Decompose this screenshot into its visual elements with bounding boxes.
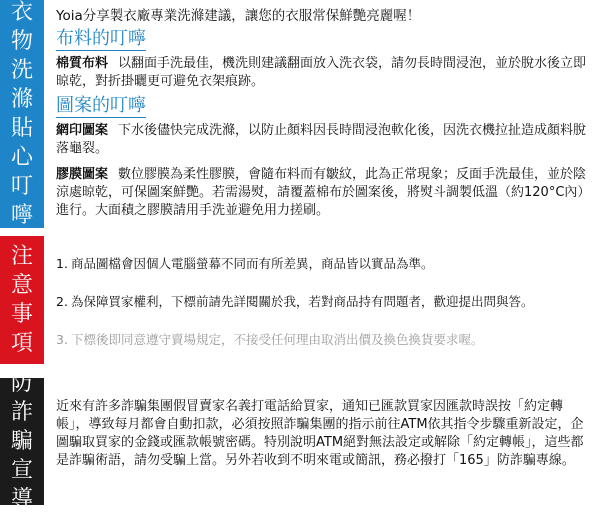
pattern-heading: 圖案的叮嚀 xyxy=(56,95,146,116)
care-intro: Yoia分享製衣廠專業洗滌建議，讓您的衣服常保鮮艷亮麗喔！ xyxy=(56,8,421,24)
sidebar-char: 事 xyxy=(10,302,33,327)
fabric-text: 以翻面手洗最佳，機洗則建議翻面放入洗衣袋，請勿長時間浸泡，並於脫水後立即晾乾，對折掛曬更可避免衣架痕跡。 xyxy=(56,56,587,89)
care-tips-sidebar xyxy=(0,0,44,228)
notice-item-text: 為保障買家權利，下標前請先詳閱關於我，若對商品持有問題者，歡迎提出問與答。 xyxy=(70,294,534,309)
sidebar-char: 詐 xyxy=(10,400,33,425)
notice-item-number: 3. xyxy=(56,332,68,347)
sidebar-char: 防 xyxy=(10,371,33,396)
fraud-prevention-sidebar xyxy=(0,371,44,512)
notice-item-number: 2. xyxy=(56,294,68,309)
notice-sidebar xyxy=(0,236,44,364)
notice-item xyxy=(56,256,594,272)
sidebar-char: 意 xyxy=(10,273,33,298)
sidebar-char: 衣 xyxy=(10,0,33,25)
sidebar-char: 心 xyxy=(10,145,33,170)
print-term: 網印圖案 xyxy=(56,123,109,138)
fraud-text: 近來有許多詐騙集團假冒賣家名義打電話給買家，通知已匯款買家因匯款時誤按「約定轉帳」，導致每月都會自動扣款，必須按照詐騙集團的指示前往ATM依其指令步驟重新設定，企圖騙取買家的金錢或匯款帳號密碼。特別說明ATM絕對無法設定或解除「約定轉帳」，這些都是詐騙術語，請勿受騙上當。另外若收到不明來電或簡訊，務必撥打「165」防詐騙專線。 xyxy=(56,399,584,468)
sidebar-char: 騙 xyxy=(10,429,33,454)
sidebar-char: 貼 xyxy=(10,116,33,141)
notice-item-number: 1. xyxy=(56,256,68,271)
print-paragraph xyxy=(56,122,594,158)
sidebar-char: 注 xyxy=(10,244,33,269)
notice-section xyxy=(56,256,594,370)
fraud-prevention-section xyxy=(56,398,594,470)
sidebar-char: 滌 xyxy=(10,87,33,112)
notice-item-text: 下標後即同意遵守賣場規定，不接受任何理由取消出價及換色換貨要求喔。 xyxy=(70,332,484,347)
sidebar-char: 洗 xyxy=(10,58,33,83)
sidebar-char: 宣 xyxy=(10,458,33,483)
film-term: 膠膜圖案 xyxy=(56,167,109,182)
sidebar-char: 叮 xyxy=(10,174,33,199)
fabric-heading: 布料的叮嚀 xyxy=(56,28,146,49)
sidebar-char: 嚀 xyxy=(10,203,33,228)
fabric-term: 棉質布料 xyxy=(56,56,109,71)
film-text: 數位膠膜為柔性膠膜，會隨布料而有皺紋，此為正常現象；反面手洗最佳，並於陰涼處晾乾，可保圖案鮮艷。若需湯熨，請覆蓋棉布於圖案後，將熨斗調製低溫（約120°C內）進行。大面積之膠膜請用手洗並避免用力搓刷。 xyxy=(56,167,591,218)
sidebar-char: 物 xyxy=(10,29,33,54)
notice-item xyxy=(56,294,594,310)
fabric-paragraph xyxy=(56,55,594,91)
sidebar-char: 導 xyxy=(10,487,33,512)
film-paragraph xyxy=(56,166,594,220)
notice-item xyxy=(56,332,594,348)
sidebar-char: 項 xyxy=(10,331,33,356)
notice-item-text: 商品圖檔會因個人電腦螢幕不同而有所差異，商品皆以實品為準。 xyxy=(70,256,434,271)
care-tips-section xyxy=(56,6,594,222)
print-text: 下水後儘快完成洗滌，以防止顏料因長時間浸泡軟化後，因洗衣機拉扯造成顏料脫落龜裂。 xyxy=(56,123,587,156)
